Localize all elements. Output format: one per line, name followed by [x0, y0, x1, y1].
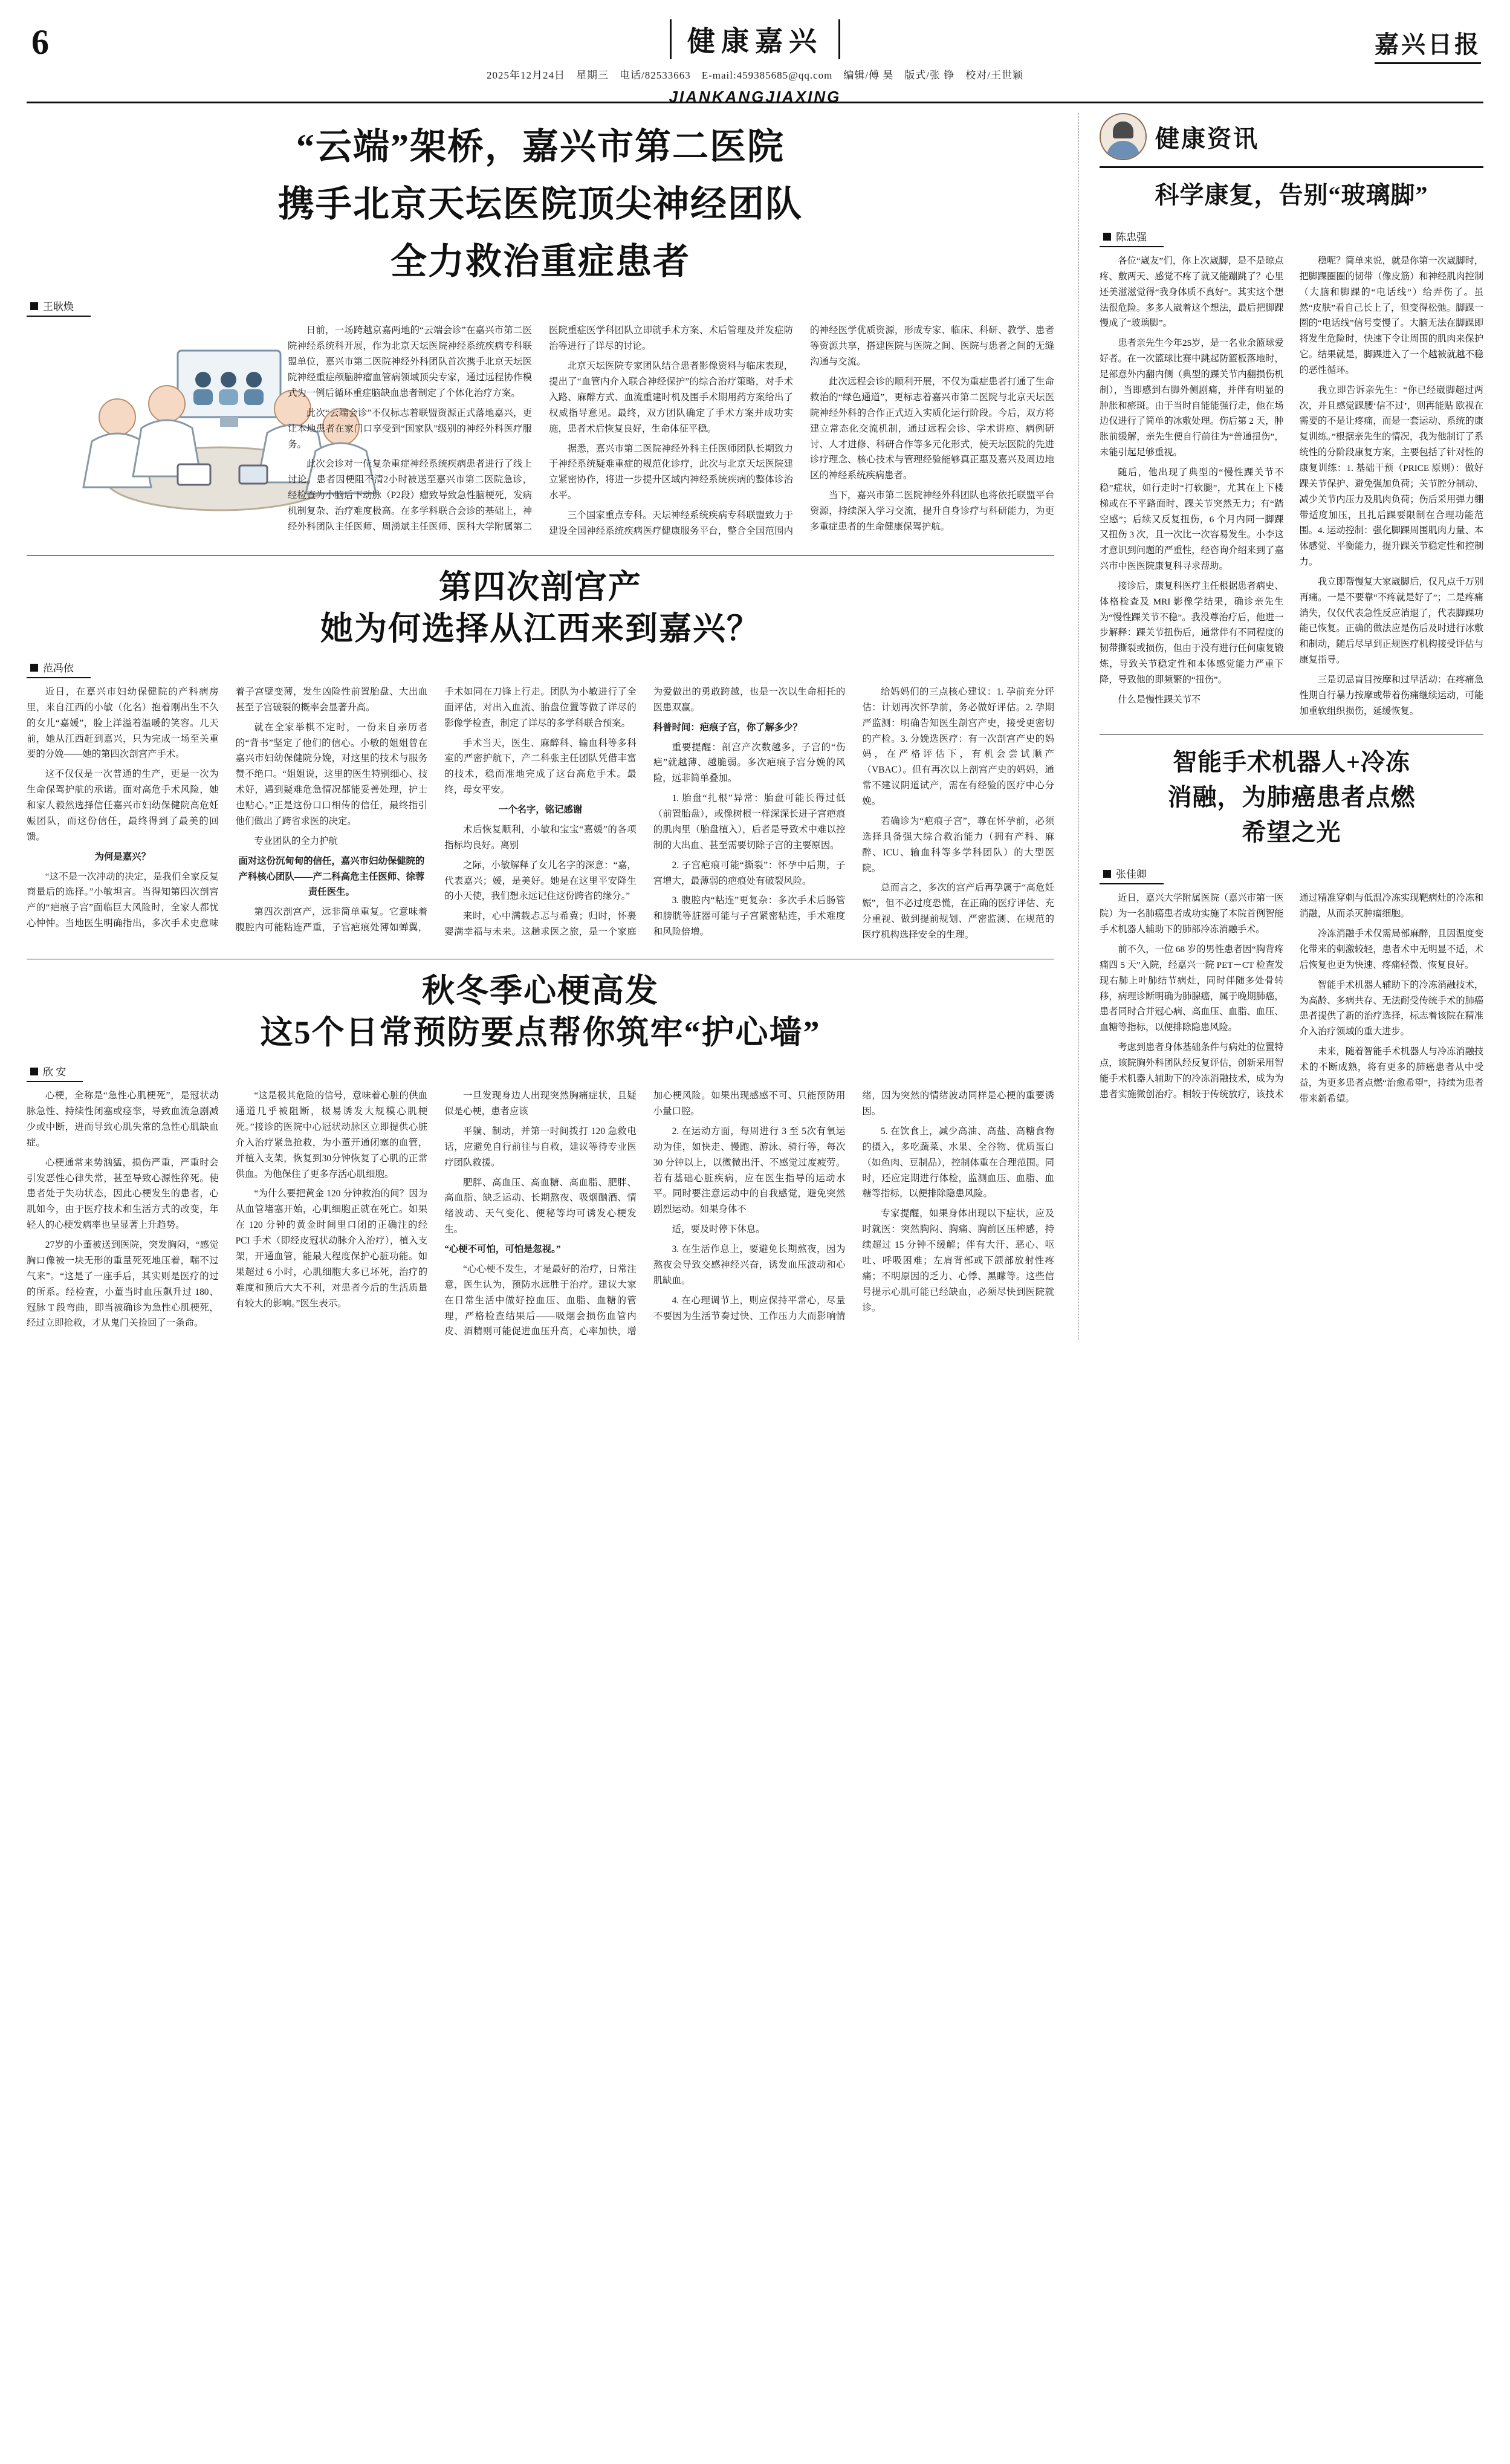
sidebar-header [1100, 113, 1483, 160]
article2-para: 总而言之，多次的宫产后再孕属于“高危妊娠”，但不必过度恐慌，在正确的医疗评估、充分重视、做到提前规划、严密监测、在规范的医疗机构选择安全的生理。 [862, 883, 1054, 941]
sidebar-para: 未来，随着智能手术机器人与冷冻消融技术的不断成熟，将有更多的肺癌患者从中受益，为更多患者点燃“治愈希望”，持续为患者带来新希望。 [1299, 1046, 1483, 1104]
article2-para: “这不是一次冲动的决定，是我们全家反复商量后的选择。”小敏坦言。当得知第四次剖宫产的“疤痕子宫”面临巨大风险时，全家人都忧心忡忡。当地医生明确指出，多次手术史意味着子宫壁变薄，发生凶险性前置胎盘、大出血甚至子宫破裂的概率会显著升高。 [27, 686, 428, 929]
left-column [27, 113, 1054, 1340]
sidebar-para: 患者亲先生今年25岁，是一名业余篮球爱好者。在一次篮球比赛中跳起防篮板落地时，足部意外内翻内侧（典型的踝关节内翻损伤机制），当即感到右脚外侧剧痛，并伴有明显的肿胀和瘀斑。由于当时自能能强行走，他在场边仅进行了简单的冰敷处理。伤后第 2 天，肿胀前缓解，亲先生便自行前往为“普通扭伤”，未能引起足够重视。 [1100, 338, 1284, 458]
article2-body [27, 684, 1054, 943]
article2-headline-2: 她为何选择从江西来到嘉兴？ [320, 610, 760, 647]
sidebar-article1-headline: 科学康复，告别“玻璃脚” [1155, 181, 1428, 209]
article2-para: 来时，心中满载忐忑与希冀；归时，怀裹婴满幸福与未来。这趟求医之旅，是一个家庭为爱做出的勇敢跨越，也是一次以生命相托的医患双赢。 [444, 686, 846, 938]
sidebar-article1-byline: 陈忠强 [1100, 227, 1164, 247]
article3-para: “这是极其危险的信号，意味着心脏的供血通道几乎被阻断，极易诱发大规模心肌梗死。”接诊的医院中心冠状动脉区立即提供心脏介入治疗紧急抢救，为小董开通闭塞的血管，并植入支架，恢复到30分钟恢复了心肌的正常供血。为他保住了更多存活心肌细胞。 [235, 1091, 428, 1179]
article2-headline-1: 第四次剖宫产 [439, 568, 642, 605]
article2-para: 手术当天，医生、麻醉科、输血科等多科室的严密护航下，产二科张主任团队凭借丰富的技术，稳而准地完成了这台高危手术。最终，母女平安。 [444, 738, 637, 796]
article-cloud-bridge [27, 124, 1054, 539]
sidebar-para: 前不久，一位 68 岁的男性患者因“胸背疼痛四 5 天”入院，经嘉兴一院 PET－CT 检查发现右肺上叶肺结节病灶，同时伴随多处骨转移，病理诊断明确为肺腺癌，属于晚期肺癌，患者同时合并冠心病、高血压、血脂、血压、血糖等指标，以便排除隐患风险。 [1100, 944, 1284, 1033]
sidebar-para: 稳呢？简单来说，就是你第一次崴脚时，把脚踝圈圈的韧带（像皮筋）和神经肌肉控制（大脑和脚踝的“电话线”）给弄伤了。虽然“皮肤”看自己长上了，但变得松弛。脚踝一圈的“电话线”信号变慢了。大脑无法在脚踝即将发生危险时，快速下令让周围的肌肉来保护它。结果就是，脚踝进入了一个越被就越不稳的恶性循环。 [1299, 256, 1483, 375]
sidebar-article2-headline-2: 消融，为肺癌患者点燃 [1167, 783, 1416, 811]
article3-para: 一旦发现身边人出现突然胸痛症状，且疑似是心梗，患者应该 [444, 1091, 637, 1117]
article3-para: 2. 在运动方面，每周进行 3 至 5次有氧运动为佳，如快走、慢跑、游泳、骑行等，每次 30 分钟以上，以微微出汗、不感觉过度疲劳。若有基础心脏疾病，应在医生指导的运动水平。同时要注意运动中的自我感觉，避免突然剧烈运动。如果身体不 [653, 1126, 846, 1215]
article2-para: 2. 子宫疤痕可能“撕裂”：怀孕中后期，子宫增大，最薄弱的疤痕处有破裂风险。 [653, 860, 846, 886]
masthead-pinyin: JIANKANGJIAXING [669, 88, 841, 106]
sidebar-para: 近日，嘉兴大学附属医院（嘉兴市第一医院）为一名肺癌患者成功实施了本院首例智能手术机器人辅助下的肺部冷冻消融手术。 [1100, 893, 1284, 935]
article2-para: 给妈妈们的三点核心建议：1. 孕前充分评估：计划再次怀孕前，务必做好评估。2. 孕期严监测：明确告知医生剖宫产史，接受更密切的产检。3. 分娩选医疗：有一次剖宫产史的妈妈，在严格评估下，有机会尝试顺产（VBAC）。但有再次以上剖宫产史的妈妈，通常不建议阴道试产，需在有经验的医疗中心分娩。 [862, 686, 1054, 807]
article2-para: 近日，在嘉兴市妇幼保健院的产科病房里，来自江西的小敏（化名）抱着刚出生不久的女儿“嘉媛”，脸上洋溢着温暖的笑容。几天前，她从江西赶到嘉兴，只为完成一场至关重要的分娩——她的第四次剖宫产手术。 [27, 686, 219, 760]
article3-para: 3. 在生活作息上，要避免长期熬夜，因为熬夜会导致交感神经兴奋，诱发血压波动和心肌缺血。 [653, 1244, 846, 1286]
article2-para: 重要提醒：剖宫产次数越多，子宫的“伤疤”就越薄、越脆弱。多次疤痕子宫分娩的风险，远非简单叠加。 [653, 742, 846, 784]
masthead-right [1375, 25, 1481, 64]
article3-body [27, 1088, 1054, 1340]
article-heart-attack-prevention [27, 970, 1054, 1340]
sidebar-article2-headline-1: 智能手术机器人+冷冻 [1173, 748, 1410, 776]
article2-para: 专业团队的全力护航 [254, 835, 338, 846]
article3-para: 心梗通常来势汹猛，损伤严重，严重时会引发恶性心律失常，甚至导致心源性猝死。使患者处于失功状态，因此心梗发生的患者，心肌如今，由于医疗技术和生活方式的改变，年轻人的心梗发病率也呈显著上升趋势。 [27, 1157, 219, 1231]
article2-para: 第四次剖宫产，远非简单重复。它意味着腹腔内可能粘连严重，子宫疤痕处薄如蝉翼，手术如同在刀锋上行走。团队为小敏进行了全面评估，对出入血流、胎盘位置等做了详尽的影像学检查，制定了详尽的多学科联合预案。 [235, 686, 637, 933]
article3-subhead: “心梗不可怕，可怕是忽视。” [444, 1244, 561, 1255]
article1-byline: 王耿焕 [27, 297, 91, 317]
sidebar-para: 三是切忌盲目按摩和过早活动：在疼痛急性期自行暴力按摩或带着伤痛继续运动，可能加重软组织损伤，延缓恢复。 [1299, 674, 1483, 716]
masthead [27, 17, 1483, 106]
sidebar-rule [1100, 166, 1483, 168]
paper-name: 嘉兴日报 [1375, 25, 1481, 64]
article3-para: 5. 在饮食上，减少高油、高盐、高糖食物的摄入，多吃蔬菜、水果、全谷物、优质蛋白（如鱼肉、豆制品），控制体重在合理范围。同时，还应定期进行体检，监测血压、血脂、血糖等指标，以便排除隐患风险。 [862, 1126, 1054, 1199]
article1-para: 三个国家重点专科。天坛神经系统疾病专科联盟致力于建设全国神经系统疾病医疗健康服务平台，整合全国范围内的神经医学优质资源，形成专家、临床、科研、教学、患者等资源共享，搭建医院与医院之间、医院与患者之间的无缝沟通与交流。 [549, 325, 1054, 536]
article3-para: “为什么要把黄金 120 分钟救治的间？因为从血管堵塞开始，心肌细胞正就在死亡。如果在 120 分钟的黄金时间里口闭的正确注的经 PCI 手术（即经皮冠状动脉介入治疗），植入支架，开通血管，能最大程度保护心脏功能。如果超过 6 小时，心肌细胞大多已坏死，治疗的难度和预后大大不利，对患者今后的生活质量有较大的影响。”医生表示。 [235, 1188, 428, 1309]
article1-para: 据悉，嘉兴市第二医院神经外科主任医师团队长期致力于神经系统疑难重症的规范化诊疗，此次与北京天坛医院建立紧密协作，将进一步提升区域内神经系统疾病的整体诊治水平。 [549, 443, 793, 501]
sidebar-para: 我立即告诉亲先生：“你已经崴脚超过两次，并且感觉踝腰‘信不过’，则再能贴 欧视在需要的不是让疼痛，而是一套运动、系统的康复训练。”根据亲先生的情况，我为他制订了系统性的分阶段康复方案，主要包括了针对性的康复训练：1. 基础干预（PRICE 原则）：做好踝关节保护、避免强加负荷；关节腔分制动、减少关节内压力及肌肉负荷；伤后采用弹力绷带适度加压，且扎后踝要限制在合理功能范围。4. 运动控制：强化脚踝周围肌肉力量、本体感觉、平衡能力，提升踝关节稳定性和控制力。 [1299, 384, 1483, 568]
sidebar-article1-body [1100, 253, 1483, 719]
article2-para: 1. 胎盘“扎根”异常：胎盘可能长得过低（前置胎盘），或像树根一样深深长进子宫疤痕的肌肉里（胎盘植入），后者是导致术中难以控制的大出血、甚至需要切除子宫的主要原因。 [653, 793, 846, 851]
article-fourth-cesarean [27, 566, 1054, 943]
sidebar-para: 智能手术机器人辅助下的冷冻消融技术，为高龄、多病共存、无法耐受传统手术的肺癌患者提供了新的治疗选择，标志着该院在精准介入治疗领域的重大进步。 [1299, 979, 1483, 1037]
article1-para: 此次远程会诊的顺利开展，不仅为重症患者打通了生命救治的“绿色通道”，更标志着嘉兴市第二医院与北京天坛医院神经外科的合作正式迈入实质化运行阶段。今后，双方将建立常态化交流机制，通过远程会诊、学术讲座、病例研讨、人才进修、科研合作等多元化形式，使天坛医院的先进诊疗理念、核心技术与管理经验能够真正惠及嘉兴及周边地区的神经系统疾病患者。 [810, 377, 1054, 481]
article1-para: 北京天坛医院专家团队结合患者影像资料与临床表现，提出了“血管内介入联合神经保护”的综合治疗策略，对手术入路、麻醉方式、血流重建时机及围手术期用药方案给出了权威指导意见。最终，双方团队确定了手术方案并成功实施，患者术后恢复良好，生命体征平稳。 [549, 361, 793, 434]
sidebar-title: 健康资讯 [1155, 125, 1259, 152]
sidebar-para: 什么是慢性踝关节不 [1118, 694, 1201, 705]
sidebar-para: 接诊后，康复科医疗主任根据患者病史、体格检查及 MRI 影像学结果，确诊亲先生为“慢性踝关节不稳”。我没尊治疗后，他进一步解释：踝关节扭伤后，通常伴有不同程度的韧带撕裂或损伤，但由于没有进行任何康复锻炼，导致关节稳定性和本体感觉能力严重下降，导致他的即频繁的“扭伤”。 [1100, 580, 1284, 685]
sidebar-article2-headline-3: 希望之光 [1242, 819, 1341, 846]
masthead-center [483, 19, 1027, 106]
article1-headline-3: 全力救治重症患者 [390, 241, 690, 282]
doctor-avatar-icon [1100, 113, 1147, 160]
sidebar-para: 我立即帮慢复大家崴脚后，仅凡点千万别再痛。一是不要靠“不疼就是好了”；二是疼痛消失，仅仅代表急性反应消退了，代表脚踝功能已恢复。正确的做法应是伤后及时进行冰敷和制动，随后尽早到正规医疗机构接受评估与康复指导。 [1299, 576, 1483, 666]
article1-para: 当下，嘉兴市第二医院神经外科团队也将依托联盟平台资源，持续深入学习交流，提升自身诊疗与科研能力，为更多重症患者的生命健康保驾护航。 [810, 490, 1054, 532]
article2-para: 之际，小敏解释了女儿名字的深意：“嘉，代表嘉兴；媛，是美好。她是在这里平安降生的小天使，我们想永远记住这份跨省的缘分。” [444, 860, 637, 902]
article2-subhead: 一个名字，铭记感谢 [498, 805, 583, 815]
article2-para: 就在全家举棋不定时，一份来自亲历者的“背书”坚定了他们的信心。小敏的姐姐曾在嘉兴市妇幼保健院分娩，对这里的技术与服务赞不绝口。“姐姐说，这里的医生特别细心、技术好，遇到疑难危急情况都能妥善处理，护士也贴心。”正是这份口口相传的信任，最终指引他们做出了跨省求医的决定。 [235, 722, 428, 826]
article2-subhead: 面对这份沉甸甸的信任，嘉兴市妇幼保健院的产科核心团队——产二科高危主任医师、徐蓉责任医生。 [238, 855, 425, 898]
article2-subhead: 科普时间：疤痕子宫，你了解多少？ [653, 722, 803, 733]
article1-para: 此次“云端会诊”不仅标志着联盟资源正式落地嘉兴，更让本地患者在家门口享受到“国家队”级别的神经外科医疗服务。 [288, 407, 532, 450]
sidebar-para: 考虑到患者身体基础条件与病灶的位置特点，该院胸外科团队经反复评估，创新采用智能手术机器人辅助下的冷冻消融技术，成为为患者实施微创治疗。相较于传统放疗，该技术通过精准穿刺与低温冷冻实现靶病灶的冷冻和消融，从而杀灭肿瘤细胞。 [1100, 893, 1483, 1100]
article2-byline: 范冯依 [27, 658, 91, 678]
article2-subhead: 为何是嘉兴？ [94, 851, 151, 862]
masthead-subline: 2025年12月24日 星期三 电话/82533663 E-mail:459385685@qq.com 编辑/傅 昊 版式/张 铮 校对/王世颖 [486, 70, 1024, 81]
section-title: 健康嘉兴 [670, 19, 840, 59]
article3-para: 4. 在心理调节上，则应保持平常心，尽量不要因为生活节奏过快、工作压力大而影响情绪，因为突然的情绪波动同样是心梗的重要诱因。 [653, 1091, 1054, 1321]
article3-para: 27岁的小董被送到医院，突发胸闷，“感觉胸口像被一块无形的重量死死地压着，喘不过气来”。“这是了一座手后，其实则是医疗的过的所系。经检查，小董当时血压飙升过 180、冠脉 T 段弯曲，即当被确诊为急性心肌梗死，经过立即抢救，才从鬼门关捡回了一条命。 [27, 1240, 219, 1329]
article1-body [27, 323, 1054, 539]
article3-byline: 欣 安 [27, 1062, 83, 1082]
article2-para: 这不仅仅是一次普通的生产，更是一次为生命保驾护航的承诺。面对高危手术风险，她和家人毅然选择信任嘉兴市妇幼保健院高危妊娠团队，而这份信任，最终得到了最美的回馈。 [27, 769, 219, 842]
sidebar-article2-byline: 张佳卿 [1100, 864, 1164, 884]
article3-para: 适，要及时停下休息。 [672, 1224, 765, 1235]
sidebar-article2-body [1100, 890, 1483, 1106]
divider [1100, 734, 1483, 735]
article2-para: 术后恢复顺利，小敏和宝宝“嘉媛”的各项指标均良好。离别 [444, 824, 637, 851]
article2-para: 3. 腹腔内“粘连”更复杂：多次手术后肠管和膀胱等脏器可能与子宫紧密粘连，手术难度和风险倍增。 [653, 895, 846, 938]
article3-headline-2: 这5个日常预防要点帮你筑牢“护心墙” [260, 1014, 821, 1051]
sidebar-para: 冷冻消融手术仅需局部麻醉，且因温度变化带来的刺激较轻，患者术中无明显不适，术后恢复也更为快速、疼痛轻微、恢复良好。 [1299, 929, 1483, 970]
article3-para: 专家提醒，如果身体出现以下症状，应及时就医：突然胸闷、胸痛、胸前区压榨感，持续超过 15 分钟不缓解；伴有大汗、恶心、呕吐、呼吸困难；左肩背部或下颌部放射性疼痛；不明原因的乏力、心悸、黑矇等。这些信号提示心肌可能已经缺血，必须尽快到医院就诊。 [862, 1208, 1054, 1313]
article3-para: 心梗，全称是“急性心肌梗死”，是冠状动脉急性、持续性闭塞或痉挛，导致血流急剧减少或中断，进而导致心肌失常的急性心肌缺血症。 [27, 1091, 219, 1148]
article3-headline-1: 秋冬季心梗高发 [422, 972, 659, 1009]
sidebar-health-news [1078, 113, 1483, 1340]
article2-para: 若确诊为“疤痕子宫”，尊在怀孕前，必须选择具备强大综合救治能力（拥有产科、麻醉、ICU、输血科等多学科团队）的大型医院。 [862, 815, 1054, 874]
sidebar-para: 各位“崴友”们，你上次崴脚，是不是晾点疼、敷两天、感觉不疼了就又能蹦跳了？心里还美滋滋觉得“我身体质不真好”。其实这个想法很危险。多多人崴着这个想法，最后把脚踝慢成了“玻璃脚”。 [1100, 256, 1284, 329]
divider [27, 555, 1054, 556]
article3-para: 平躺、制动，并第一时间拨打 120 急救电话，应避免自行前往与自救，建议等待专业医疗团队救援。 [444, 1126, 637, 1168]
article1-headline-2: 携手北京天坛医院顶尖神经团队 [278, 184, 803, 224]
page-number: 6 [31, 22, 49, 62]
sidebar-para: 随后，他出现了典型的“慢性踝关节不稳”症状，如行走时“打软腿”，尤其在上下楼梯或在不平路面时，踝关节突然无力；有“踏空感”；后续又反复扭伤，6 个月内同一脚踝又扭伤 3 次，且一次比一次容易发生。小李这才意识到问题的严重性，经咨询介绍来到了嘉兴市中医医院康复科寻求帮助。 [1100, 467, 1284, 572]
article1-para: 日前，一场跨越京嘉两地的“云端会诊”在嘉兴市第二医院神经系统科开展，作为北京天坛医院神经系统疾病专科联盟单位，嘉兴市第二医院神经外科团队首次携手北京天坛医院神经重症颅脑肿瘤血管病领域顶尖专家，通过远程协作模式为一例后循环重症脑缺血患者制定了个体化治疗方案。 [288, 325, 532, 398]
article3-para: “心心梗不发生，才是最好的治疗，日常注意，医生认为，预防水远胜于治疗。建议大家在日常生活中做好控血压、血脂、血糖的管理，严格检查结果后——吸烟会损伤血管内皮、酒精则可能促进血压升高，心率加快，增加心梗风险。如果出现感感不可、只能预防用小量口腔。 [444, 1091, 846, 1337]
article3-para: 肥胖、高血压、高血糖、高血脂、肥胖、高血脂、缺乏运动、长期熬夜、吸烟酗酒、情绪波动、天气变化、便秘等均可诱发心梗发生。 [444, 1177, 637, 1235]
article1-para: 此次会诊对一位复杂重症神经系统疾病患者进行了线上讨论。患者因梗阻不清2小时被送至嘉兴市第二医院急诊，经检查为小脑后下动脉（P2段）瘤致导致急性脑梗死，发病机制复杂、治疗难度极高。在多学科联合会诊的基础上，神经外科团队主任医师、周湧斌主任医师、医科大学附属第二医院重症医学科团队立即就手术方案、术后管理及并发症防治等进行了详尽的讨论。 [288, 325, 793, 532]
article1-headline-1: “云端”架桥，嘉兴市第二医院 [296, 127, 785, 167]
